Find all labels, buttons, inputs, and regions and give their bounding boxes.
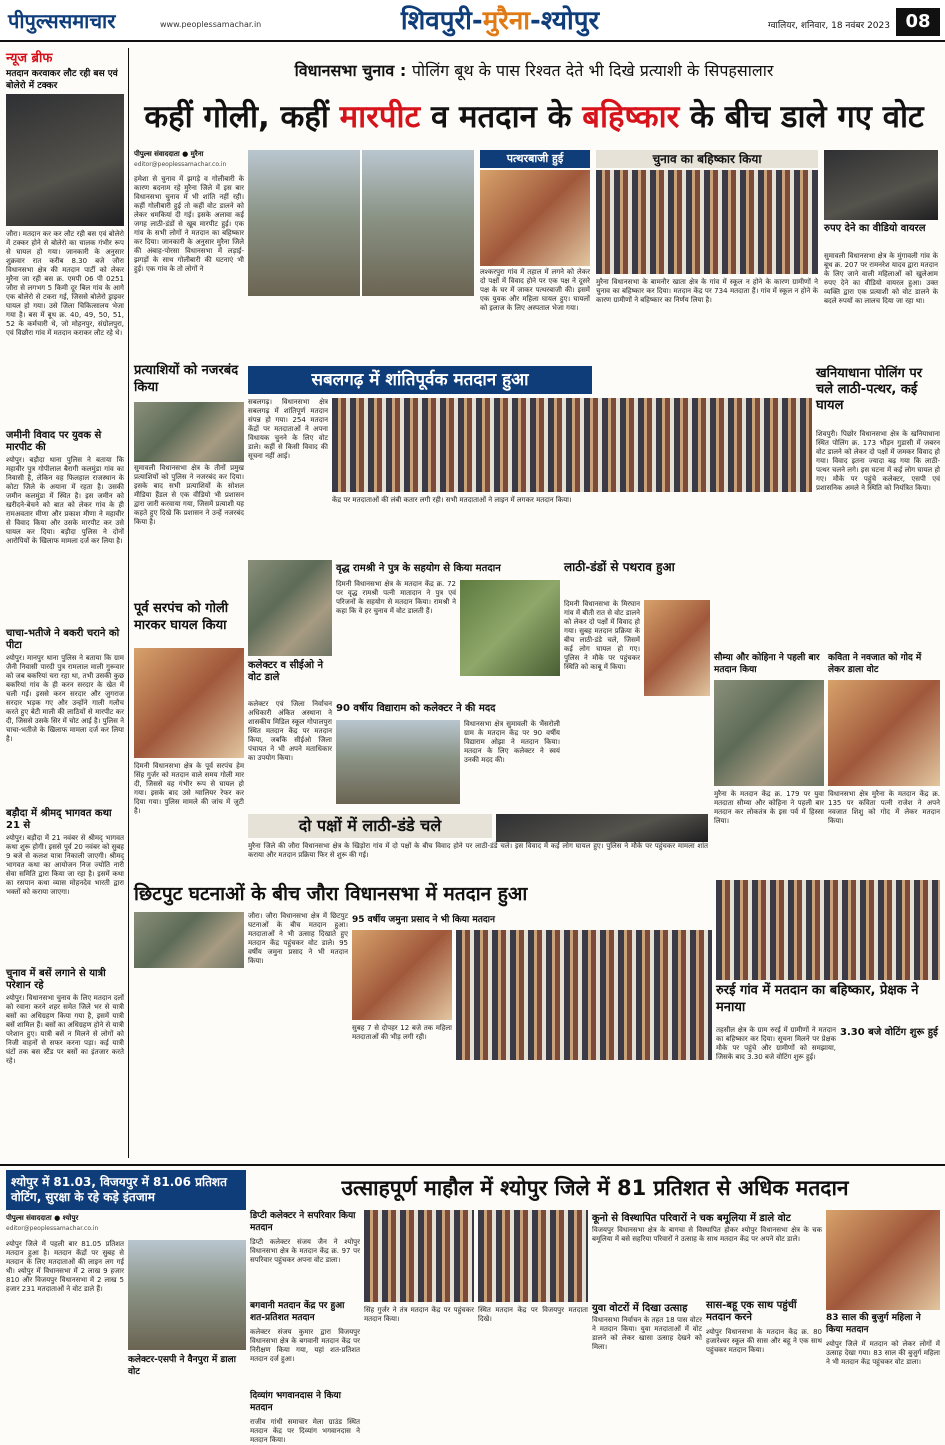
kavita-title: कविता ने नवजात को गोद में लेकर डाला वोट (828, 653, 922, 675)
joura-sub: 95 वर्षीय जमुना प्रसाद ने भी किया मतदान (352, 915, 495, 925)
joura-photo-2 (352, 930, 452, 1020)
sarpanch-photo (134, 648, 244, 758)
sabalgarh-title: सबलगढ़ में शांतिपूर्वक मतदान हुआ (248, 366, 592, 394)
sabalgarh-photo (332, 398, 812, 492)
sheopur-story-5-body: विधानसभा निर्वाचन के तहत 18 पास वोटर ने मतदान किया। युवा मतदाताओं में वोट डालने को लेकर खासा उत्साह देखने को मिला। (592, 1316, 702, 1351)
brief-title-3: चाचा-भतीजे ने बकरी चराने को पीटा (6, 628, 120, 651)
sheopur-box-body: श्योपुर जिले में पहली बार 81.05 प्रतिशत मतदान हुआ है। मतदान केंद्रों पर सुबह से मतदान के लिए मतदाताओं की लाइन लग गई थी। श्योपुर में विधानसभा में 2 लाख 9 हजार 810 और विजयपुर विधानसभा में 2 लाख 5 हजार 231 मतदाताओं ने वोट डाले हैं। (6, 1240, 124, 1293)
brief-body-4: श्योपुर। बड़ौदा में 21 नवंबर से श्रीमद् भागवत कथा शुरू होगी। इससे पूर्व 20 नवंबर को सुबह 9 बजे से कलश यात्रा निकाली जाएगी। श्रीमद् भागवत कथा का आयोजन निज ज्योति नारी सेवा समिति द्वारा किया जा रहा है। इसमें कथा का रसपान कथा व्यास मोहनदेव भारती द्वारा भक्तों को कराया जाएगा। (6, 834, 124, 896)
kavita-body: विधानसभा क्षेत्र मुरैना के मतदान केंद्र क्र. 135 पर कविता पत्नी राजेश ने अपने नवजात शिशु को गोद में लेकर मतदान किया। (828, 790, 940, 825)
sheopur-collector-photo (128, 1240, 246, 1350)
sheopur-caption-1: कलेक्टर-एसपी ने वैनपुरा में डाला वोट (128, 1355, 236, 1377)
website: www.peoplessamachar.in (160, 20, 262, 29)
rurai-body: तहसील क्षेत्र के ग्राम रुरई में ग्रामीणों ने मतदान का बहिष्कार कर दिया। सूचना मिलने पर प्रेक्षक मौके पर पहुंचे और ग्रामीणों को समझाया, जिसके बाद 3.30 बजे वोटिंग शुरू हुई। (716, 1026, 836, 1061)
pathraav-photo (480, 170, 590, 266)
column-divider (128, 48, 129, 1158)
brief-body-2: श्योपुर। बड़ौदा थाना पुलिस ने बताया कि महावीर पुत्र गोपीलाल बैरागी कलमुंडा गांव का निवासी है, लेकिन वह फिलहाल राजस्थान के कोटा जिले के अयाना में रहता है। उसकी जमीन कलमुंडा में स्थित है। इस जमीन को खरीदने-बेचने को बात को लेकर गांव के ही रामअवतार मीणा और प्रकाश मीणा ने महावीर से विवाद किया और उसके मारपीट कर उसे घायल कर दिया। बड़ौदा पुलिस ने दोनों आरोपियों के खिलाफ मामला दर्ज कर लिया है। (6, 456, 124, 545)
headline-part1: कहीं गोली, कहीं (144, 99, 340, 135)
sheopur-story-3-title: दिव्यांग भगवानदास ने किया मतदान (250, 1391, 341, 1413)
first-vote-body: मुरैना के मतदान केंद्र क्र. 179 पर युवा मतदाता सौम्या और कोहिना ने पहली बार मतदान कर लोकतंत्र के इस पर्व में हिस्सा लिया। (714, 790, 824, 825)
edition-part1: शिवपुरी- (400, 6, 483, 36)
rurai-photo (716, 880, 940, 980)
sheopur-story-6-body: श्योपुर विधानसभा के मतदान केंद्र क्र. 80 हजारेश्वर स्कूल की सास और बहू ने एक साथ पहुंचकर मतदान किया। (706, 1328, 822, 1354)
top-body-cont (248, 300, 474, 356)
video-photo (824, 150, 938, 220)
page-number: 08 (896, 8, 940, 36)
brief-title-4: बड़ौदा में श्रीमद् भागवत कथा 21 से (6, 808, 112, 831)
kicker-text: पोलिंग बूथ के पास रिश्वत देते भी दिखे प्रत्याशी के सिपहसालार (411, 61, 774, 80)
logo-right: समाचार (58, 9, 116, 33)
sheopur-story-6-title: सास-बहू एक साथ पहुंचीं मतदान करने (706, 1300, 797, 1323)
age90-title: 90 वर्षीय विद्याराम को कलेक्टर ने की मदद (336, 703, 496, 714)
sheopur-story-3-body: राजीव गांधी समाचार मेला ग्राउंड स्थित मतदान केंद्र पर दिव्यांग भगवानदास ने मतदान किया। (250, 1418, 360, 1444)
top-email: editor@peoplessamachar.co.in (134, 161, 227, 168)
sheopur-story-1-title: डिप्टी कलेक्टर ने सपरिवार किया मतदान (250, 1211, 356, 1233)
boycott-label: चुनाव का बहिष्कार किया (596, 150, 818, 168)
top-kicker (134, 60, 934, 82)
joura-body: जौरा। जौरा विधानसभा क्षेत्र में छिटपुट घटनाओं के बीच मतदान हुआ। मतदाताओं ने भी उत्साह दिखाते हुए मतदान केंद्र पहुंचकर वोट डाले। 95 वर्षीय जमुना प्रसाद ने भी मतदान किया। (248, 912, 348, 965)
top-headline (134, 92, 934, 142)
top-byline: पीपुल्स संवाददाता ● मुरैना (134, 150, 204, 158)
joura-caption: सुबह 7 से दोपहर 12 बजे तक महिला मतदाताओं की भीड़ लगी रही। (352, 1024, 452, 1041)
first-vote-title: सौम्या और कोहिना ने पहली बार मतदान किया (714, 653, 820, 675)
section-divider (0, 1164, 945, 1166)
sheopur-box-title: श्योपुर में 81.03, विजयपुर में 81.06 प्रतिशत वोटिंग, सुरक्षा के रहे कड़े इंतजाम (6, 1170, 246, 1210)
nazarband-title: प्रत्याशियों को नजरबंद किया (134, 363, 239, 395)
joura-photo-3 (456, 930, 712, 1060)
headline-part2: व मतदान के (420, 99, 583, 135)
police-photo-2 (362, 150, 474, 296)
brief-title-5: चुनाव में बसें लगाने से यात्री परेशान रहे (6, 968, 106, 991)
video-title: रुपए देने का वीडियो वायरल (824, 223, 926, 234)
khaniyadhana-title: खनियाधाना पोलिंग पर चले लाठी-पत्थर, कई घायल (816, 366, 923, 413)
masthead (0, 0, 945, 42)
boycott-photo (596, 170, 818, 274)
sheopur-story-1-body: डिप्टी कलेक्टर संजय जैन ने श्योपुर विधानसभा क्षेत्र के मतदान केंद्र क्र. 97 पर सपरिवार पहुंचकर अपना वोट डाला। (250, 1238, 360, 1264)
sheopur-photo-2 (478, 1210, 588, 1302)
headline-red2: बहिष्कार (582, 99, 680, 135)
lathi-title: लाठी-डंडों से पथराव हुआ (564, 560, 675, 574)
headline-part3: के बीच डाले गए वोट (679, 99, 924, 135)
sheopur-story-2-body: कलेक्टर संजय कुमार द्वारा विजयपुर विधानसभा क्षेत्र के बगवानी मतदान केंद्र पर निरीक्षण किया गया, यहां शत-प्रतिशत मतदान दर्ज हुआ। (250, 1328, 360, 1363)
date: ग्वालियर, शनिवार, 18 नवंबर 2023 (767, 21, 890, 31)
sarpanch-title: पूर्व सरपंच को गोली मारकर घायल किया (134, 601, 229, 633)
sabalgarh-caption: केंद्र पर मतदाताओं की लंबी कतार लगी रही। सभी मतदाताओं ने लाइन में लगकर मतदान किया। (332, 496, 572, 504)
nazarband-photo (134, 402, 244, 462)
sheopur-main-title: उत्साहपूर्ण माहौल में श्योपुर जिले में 81 प्रतिशत से अधिक मतदान (341, 1176, 849, 1200)
edition-part2: मुरैना (482, 6, 531, 36)
sheopur-story-7-title: 83 साल की बुजुर्ग महिला ने किया मतदान (826, 1313, 921, 1335)
kavita-photo (828, 680, 940, 786)
sarpanch-body: दिमनी विधानसभा क्षेत्र के पूर्व सरपंच हेम सिंह गुर्जर को मतदान वाले समय गोली मार दी, जिससे वह गंभीर रूप से घायल हो गया। इसके बाद उसे ग्वालियर रेफर कर दिया गया। पुलिस मामले की जांच में जुटी है। (134, 762, 244, 815)
collector-photo (248, 560, 332, 656)
news-brief-label: न्यूज ब्रीफ (6, 51, 53, 66)
top-body: हमेशा से चुनाव में झगड़े व गोलीबारी के कारण बदनाम रहे मुरैना जिले में इस बार विधानसभा चुनाव में भी शांति नहीं रही। कहीं गोलीबारी हुई तो कहीं वोट डालने को लेकर धमकियां दी गई। इसके अलावा कई जगह लाठी-डंडों से खूब मारपीट हुई। एक गांव के सभी लोगों ने मतदान का बहिष्कार कर दिया। जानकारी के अनुसार मुरैना जिले की अंबाह-पोरसा विधानसभा में लड़ाई-झगड़ों के साथ गोलीबारी की घटनाएं भी हुई। एक गांव के तो लोगों ने (134, 175, 244, 273)
police-photo (248, 150, 360, 296)
boycott-caption: मुरैना विधानसभा के बामनौर खाता क्षेत्र के गांव में स्कूल न होने के कारण ग्रामीणों ने चुनाव का बहिष्कार कर दिया। मतदान केंद्र पर 734 मतदाता हैं। गांव में स्कूल न होने के कारण ग्रामीणों ने बहिष्कार का निर्णय लिया है। (596, 278, 818, 304)
sheopur-story-7-body: श्योपुर जिले में मतदान को लेकर लोगों में उत्साह देखा गया। 83 साल की बुजुर्ग महिला ने भी मतदान केंद्र पहुंचकर वोट डाला। (826, 1340, 940, 1366)
pathraav-caption: लश्करपुरा गांव में तहाल में लगने को लेकर दो पक्षों में विवाद होने पर एक पक्ष ने दूसरे पक्ष के घर में जाकर पत्थरबाजी की। इसमें एक युवक और महिला घायल हुए। घायलों को इलाज के लिए अस्पताल भेजा गया। (480, 268, 590, 312)
sheopur-byline: पीपुल्स संवाददाता ● श्योपुर (6, 1214, 79, 1222)
elderly-title: वृद्ध रामश्री ने पुत्र के सहयोग से किया मतदान (336, 563, 501, 574)
first-vote-photo (714, 680, 824, 786)
rurai-sub: 3.30 बजे वोटिंग शुरू हुई (840, 1027, 938, 1038)
collector-title: कलेक्टर व सीईओ ने वोट डाले (248, 660, 324, 683)
brief-title-1: मतदान करवाकर लौट रही बस एवं बोलेरो में टक्कर (6, 69, 118, 91)
edition-title (340, 4, 660, 38)
video-body: सुमावली विधानसभा क्षेत्र के मुंगावली गांव के बूथ क्र. 207 पर रामनरेश यादव द्वारा मतदान के लिए जाने वाली महिलाओं को खुलेआम रुपए देने का वीडियो वायरल हुआ। उक्त व्यक्ति द्वारा एक प्रत्याशी को वोट डालने के बदले रुपयों का लालच दिया जा रहा था। (824, 252, 938, 305)
lathi-body: दिमनी विधानसभा के मिरघान गांव में बीती रात से वोट डालने को लेकर दो पक्षों में विवाद हो गया। सुबह मतदान प्रक्रिया के बीच लाठी-डंडे चले, जिसमें कई लोग घायल हो गए। पुलिस ने मौके पर पहुंचकर स्थिति को काबू में किया। (564, 600, 640, 671)
sheopur-caption-3: स्थित मतदान केंद्र पर विजयपुर मतदाता दिखे। (478, 1306, 588, 1323)
two-sides-body: मुरैना जिले की जौरा विधानसभा क्षेत्र के खिड़ोरा गांव में दो पक्षों के बीच विवाद होने पर लाठी-डंडे चले। इस विवाद में कई लोग घायल हुए। पुलिस ने मौके पर पहुंचकर मामला शांत कराया और मतदान प्रक्रिया फिर से शुरू की गई। (248, 842, 708, 859)
sheopur-story-5-title: युवा वोटरों में दिखा उत्साह (592, 1303, 688, 1314)
sheopur-elderly-photo (826, 1210, 940, 1310)
khaniyadhana-body: शिवपुरी। पिछोर विधानसभा क्षेत्र के खनियाधाना स्थित पोलिंग क्र. 173 भौंड़न गुडासी में जबरन वोट डालने को लेकर दो पक्षों में जमकर विवाद हो गया। विवाद इतना ज्यादा बढ़ गया कि लाठी-पत्थर चलने लगे। इस घटना में कई लोग घायल हो गए। मौके पर पहुंचे कलेक्टर, एसपी एवं प्रशासनिक अमले ने स्थिति को नियंत्रित किया। (816, 430, 940, 492)
sabalgarh-body: सबलगढ़। विधानसभा क्षेत्र सबलगढ़ में शांतिपूर्ण मतदान संपन्न हो गया। 254 मतदान केंद्रों पर मतदाताओं ने अपना विधायक चुनने के लिए वोट डाले। कहीं से किसी विवाद की सूचना नहीं आई। (248, 398, 328, 460)
brief-photo-1 (6, 94, 124, 226)
lathi-photo (644, 600, 710, 696)
logo (8, 8, 158, 36)
brief-title-2: जमीनी विवाद पर युवक से मारपीट की (6, 430, 102, 453)
sheopur-story-2-title: बगवानी मतदान केंद्र पर हुआ शत-प्रतिशत मतदान (250, 1301, 345, 1323)
age90-body: विधानसभा क्षेत्र सुमावली के भैंसरोली ग्राम के मतदान केंद्र पर 90 वर्षीय विद्याराम ओझा ने मतदान किया। मतदान के लिए कलेक्टर ने स्वयं उनकी मदद की। (464, 720, 560, 764)
sheopur-caption-2: सिंह गुर्जर ने तंत्र मतदान केंद्र पर पहुंचकर मतदान किया। (364, 1306, 474, 1323)
joura-title: छिटपुट घटनाओं के बीच जौरा विधानसभा में मतदान हुआ (134, 883, 528, 905)
logo-left: पीपुल्स (8, 9, 59, 33)
brief-body-5: श्योपुर। विधानसभा चुनाव के लिए मतदान दलों को रवाना करने शहर समेत जिले भर से यात्री बसों का अधिग्रहण किया गया है, इसमें यात्री बसें शामिल हैं। बसों का अधिग्रहण होने से यात्री परेशान हुए। यात्री बसें न मिलने से लोगों को निजी वाहनों से सफर करना पड़ा। कई यात्री घंटों तक बस स्टैंड पर बसों का इंतजार करते रहे। (6, 994, 124, 1065)
joura-photo-1 (134, 912, 244, 968)
nazarband-body: सुमावली विधानसभा क्षेत्र के तीनों प्रमुख प्रत्याशियों को पुलिस ने नजरबंद कर दिया। इसके बाद सभी प्रत्याशियों के सोशल मीडिया हैंडल से एक वीडियो भी प्रशासन द्वारा जारी करवाया गया, जिसमें प्रत्याशी यह कहते हुए दिखे कि प्रशासन ने उन्हें नजरबंद किया है। (134, 464, 244, 526)
elderly-photo (460, 580, 560, 676)
sheopur-email: editor@peoplessamachar.co.in (6, 1225, 99, 1232)
headline-red1: मारपीट (339, 99, 421, 135)
rurai-title: रुरई गांव में मतदान का बहिष्कार, प्रेक्षक ने मनाया (716, 983, 919, 1015)
sheopur-story-4-body: विजयपुर विधानसभा क्षेत्र के बागचा से विस्थापित होकर श्योपुर विधानसभा क्षेत्र के चक बमूलिया में बसे सहरिया परिवारों ने उत्साह के साथ मतदान केंद्र पर अपने वोट डाले। (592, 1226, 822, 1243)
sheopur-story-4-title: कूनो से विस्थापित परिवारों ने चक बमूलिया में डाले वोट (592, 1213, 791, 1224)
sheopur-photo-1 (364, 1210, 474, 1302)
kicker-label: विधानसभा चुनाव : (294, 61, 407, 80)
brief-body-1: जौरा। मतदान कर कर लौट रही बस एवं बोलेरो में टक्कर होने से बोलेरो का चालक गंभीर रूप से घायल हो गया। जानकारी के अनुसार शुक्रवार रात करीब 8.30 बजे जौरा विधानसभा क्षेत्र की मतदान पार्टी को लेकर मुरैना जा रही बस क्र. एमपी 06 पी 0251 जौरा से लगभग 5 किमी दूर बिल गांव के आगे एक बोलेरो से टकरा गई, जिससे बोलेरो ड्राइवर घायल हो गया। उसे जिला चिकित्सालय भेजा गया है। बस में बूथ क्र. 40, 49, 50, 51, 52 के कर्मचारी थे, जो मोहनपुर, संग्रोलपुरा, एवं विछौरा गांव में मतदान कराकर लौट रहे थे। (6, 230, 124, 337)
brief-body-3: श्योपुर। मानपुर थाना पुलिस ने बताया कि ग्राम जैनी निवासी पारदी पुत्र रामलाल माली गुरूवार को जब बकरियां चरा रहा था, तभी उसकी कुछ बकरियां गांव के ही करन सरदार के खेत में चली गईं। इससे करन सरदार और जुगराज सरदार भड़क गए और उन्होंने गाली गलौच करते हुए बेटी माली की लाठियों से मारपीट कर दी, जिससे उसके सिर में चोट आई है। पुलिस ने चाचा-भतीजे के खिलाफ मामला दर्ज कर लिया है। (6, 654, 124, 743)
pathraav-label: पत्थरबाजी हुई (480, 150, 590, 168)
age90-photo (336, 720, 460, 804)
collector-body: कलेक्टर एवं जिला निर्वाचन अधिकारी अंकित अस्थाना ने शासकीय मिडिल स्कूल गोपालपुरा स्थित मतदान केंद्र पर मतदान किया, जबकि सीईओ जिला पंचायत ने भी अपने मताधिकार का उपयोग किया। (248, 700, 332, 762)
edition-part3: -श्योपुर (530, 6, 600, 36)
two-sides-photo (496, 814, 708, 842)
news-brief-column (6, 48, 124, 1158)
elderly-body: दिमनी विधानसभा क्षेत्र के मतदान केंद्र क्र. 72 पर वृद्ध रामश्री पत्नी मातादान ने पुत्र एवं परिजनों के सहयोग से मतदान किया। रामश्री ने कहा कि वे हर चुनाव में वोट डालती हैं। (336, 580, 456, 615)
two-sides-title: दो पक्षों में लाठी-डंडे चले (248, 814, 492, 838)
